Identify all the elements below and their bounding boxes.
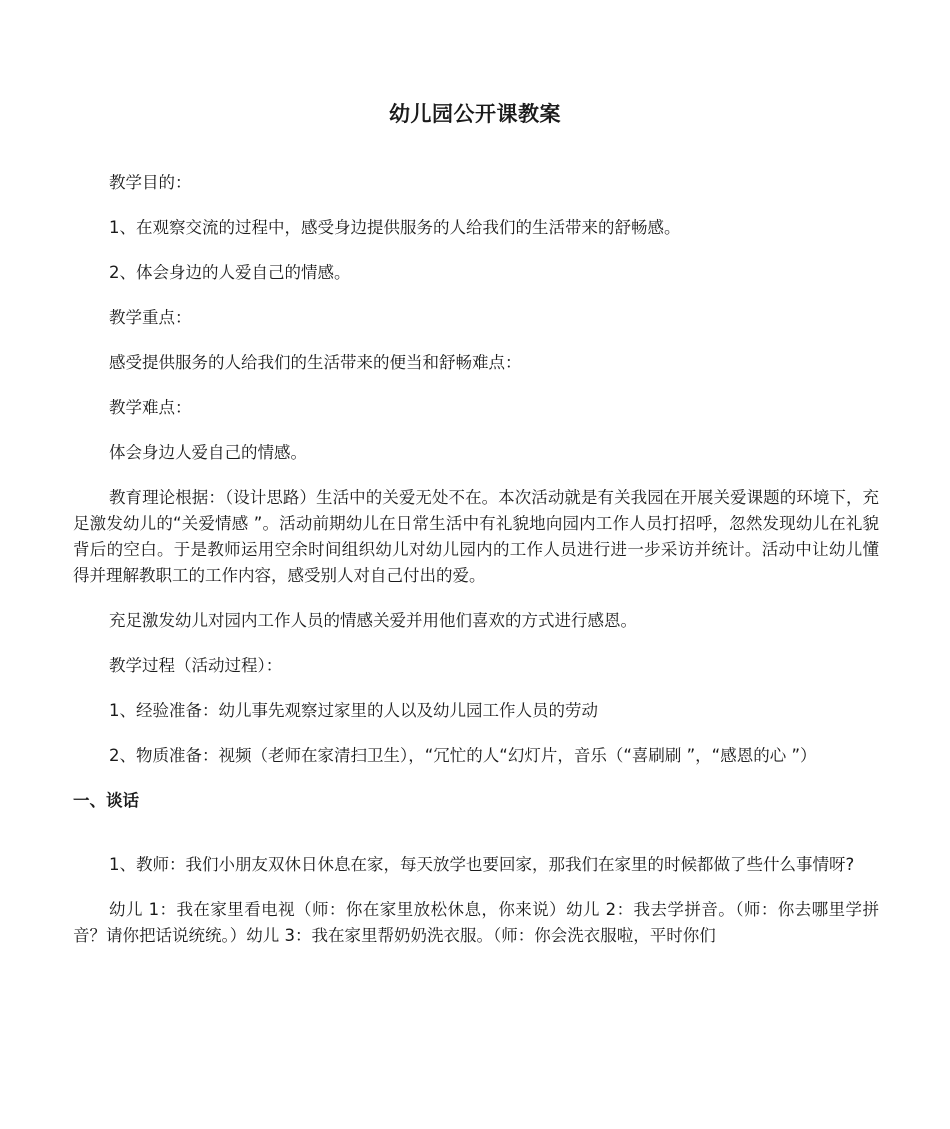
paragraph-purpose-item-1: 1、在观察交流的过程中，感受身边提供服务的人给我们的生活带来的舒畅感。 <box>109 218 681 237</box>
paragraph-material-prep: 2、物质准备：视频（老师在家清扫卫生），“冗忙的人“幻灯片，音乐（“喜刷刷 ”，“感恩的心 ”） <box>109 746 817 765</box>
paragraph-key-points: 感受提供服务的人给我们的生活带来的便当和舒畅难点： <box>109 353 522 372</box>
paragraph-teaching-purpose-label: 教学目的： <box>109 173 192 192</box>
document-title: 幼儿园公开课教案 <box>389 102 561 126</box>
paragraph-experience-prep: 1、经验准备：幼儿事先观察过家里的人以及幼儿园工作人员的劳动 <box>109 701 598 720</box>
document-body <box>73 170 879 968</box>
paragraph-gratitude: 充足激发幼儿对园内工作人员的情感关爱并用他们喜欢的方式进行感恩。 <box>109 611 637 630</box>
section-heading-talk: 一、谈话 <box>73 791 139 810</box>
paragraph-process-label: 教学过程（活动过程）： <box>109 656 283 675</box>
paragraph-purpose-item-2: 2、体会身边的人爱自己的情感。 <box>109 263 351 282</box>
paragraph-difficulties-label: 教学难点： <box>109 398 192 417</box>
paragraph-theory-basis: 教育理论根据：（设计思路）生活中的关爱无处不在。本次活动就是有关我园在开展关爱课题的环境下，充足激发幼儿的“关爱情感 ”。活动前期幼儿在日常生活中有礼貌地向园内工作人员打招呼，忽然发现幼儿在礼貌背后的空白。于是教师运用空余时间组织幼儿对幼儿园内的工作人员进行进一步采访并统计。活动中让幼儿懂得并理解教职工的工作内容，感受别人对自己付出的爱。 <box>73 488 879 585</box>
paragraph-key-points-label: 教学重点： <box>109 308 192 327</box>
paragraph-children-answers: 幼儿 1：我在家里看电视（师：你在家里放松休息，你来说）幼儿 2：我去学拼音。（师：你去哪里学拼音？请你把话说统统。）幼儿 3：我在家里帮奶奶洗衣服。（师：你会洗衣服啦，平时你们 <box>73 900 879 945</box>
paragraph-difficulties: 体会身边人爱自己的情感。 <box>109 443 307 462</box>
paragraph-teacher-question: 1、教师：我们小朋友双休日休息在家，每天放学也要回家，那我们在家里的时候都做了些什么事情呀? <box>109 855 855 874</box>
